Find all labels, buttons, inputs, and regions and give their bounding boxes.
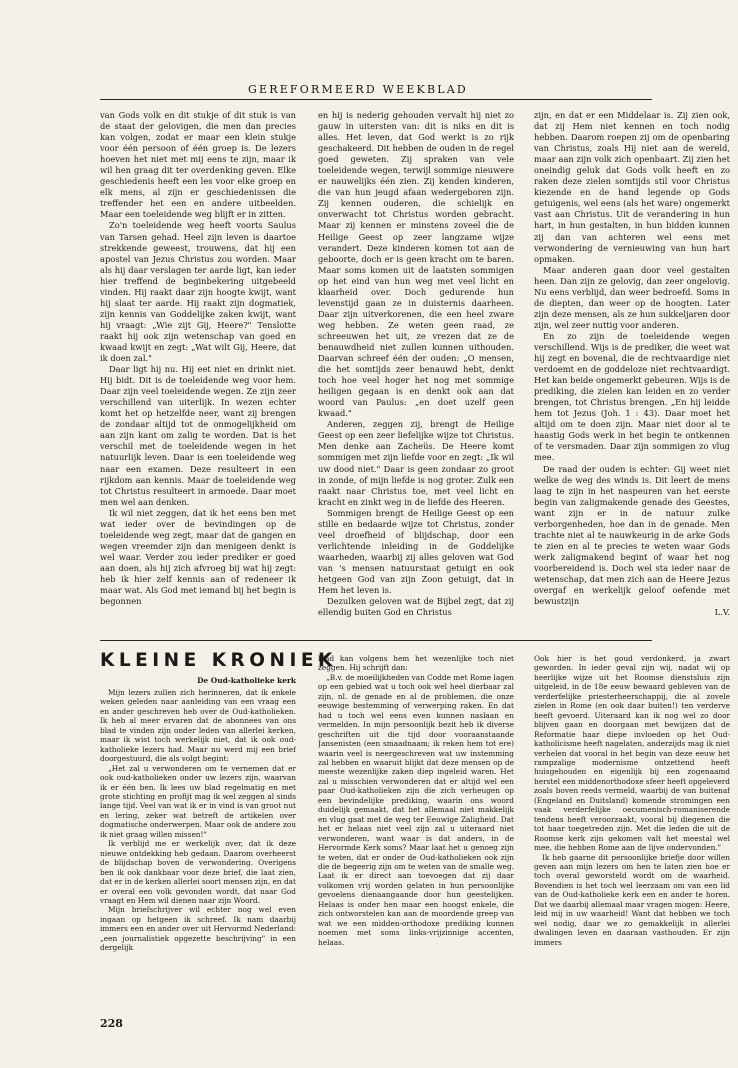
kroniek-column-3	[534, 654, 730, 1018]
author-signature: L.V.	[714, 607, 730, 618]
paragraph: Dezulken geloven wat de Bijbel zegt, dat zij ellendig buiten God en Christus	[318, 596, 514, 618]
paragraph: Anderen, zeggen zij, brengt de Heilige Geest op een zeer liefelijke wijze tot Christus. Men denke aan Zacheüs. De Heere komt sommigen met zijn liefde voor en zegt: „Ik wil uw dood niet." Daar is geen zondaar zo groot in zonde, of mijn liefde is nog groter. Zulk een raakt naar Christus toe, met veel licht en kracht en zinkt weg in de liefde des Heeren.	[318, 419, 514, 507]
kroniek-column-2	[318, 654, 514, 1018]
paragraph: En zo zijn de toeleidende wegen verschillend. Wijs is de prediker, die weet wat hij zegt en bovenal, die de rechtvaardige niet verdoemt en de goddeloze niet rechtvaardigt. Het kan beide ongemerkt gebeuren. Wijs is de prediking, die zielen kan leiden en zo verder brengen, tot Christus brengen. „En hij leidde hem tot Jezus (Joh. 1 : 43). Daar moet het altijd om te doen zijn. Maar niet door al te haastig Gods werk in het begin te ontkennen of te versmaden. Daar zijn sommigen zo vlug mee.	[534, 330, 730, 463]
section-title: KLEINE KRONIEK	[100, 650, 337, 671]
paragraph: Daar ligt hij nu. Hij eet niet en drinkt niet. Hij bidt. Dit is de toeleidende weg voor hem. Daar zijn veel toeleidende wegen. Ze zijn zeer verschillend van uiterlijk. In wezen echter komt het op hetzelfde neer, want zij brengen de zondaar altijd tot de onmogelijkheid om aan zijn kant om zalig te worden. Dat is het verschil met de toeleidende wegen in het natuurlijk leven. Daar is een toeleidende weg naar een examen. Deze resulteert in een rijkdom aan kennis. Maar de toeleidende weg tot Christus resulteert in armoede. Daar moet men wel aan denken.	[100, 364, 296, 507]
paragraph-text: De raad der ouden is echter: Gij weet niet welke de weg des winds is. Dit leert de mens laag te zijn in het naspeuren van het eerste begin van zaligmakende genade des Geestes, want zijn er in de natuur zulke verborgenheden, hoe dan in de genade. Men trachte niet al te nauwkeurig in de arke Gods te zien en al te precies te weten waar Gods werk zaligmakend begint of waar het nog voorbereidend is. Doch wel sta ieder naar de wetenschap, dat men zich aan de Heere Jezus overgaf en werkelijk geloof oefende met bewustzijn	[534, 463, 730, 607]
paragraph: van Gods volk en dit stukje of dit stuk is van de staat der gelovigen, die men dan precies kan volgen, zodat er maar een klein stukje voor één persoon of één groep is. De lezers hoeven het niet met mij eens te zijn, maar ik wil hen graag dit ter overdenking geven. Elke geschiedenis heeft een les voor elke groep en elk mens, al zijn er geschiedenissen die treffender het een en andere uitbeelden. Maar een toeleidende weg blijft er in zitten.	[100, 110, 296, 220]
paragraph: Ik heb gaarne dit persoonlijke briefje door willen geven aan mijn lezers om hen te laten zien hoe er toch overal geworsteld wordt om de waarheid. Bovendien is het toch wel leerzaam om van een lid van de Oud-katholieke kerk een en ander te horen. Dat we daarbij allemaal maar vragen mogen: Heere, leid mij in uw waarheid! Want dat hebben we toch wel nodig, daar we zo gemakkelijk in allerlei dwalingen leven en daaraan vasthouden. Er zijn immers	[534, 852, 730, 947]
paragraph	[534, 464, 730, 619]
kroniek-column-1	[100, 688, 296, 1018]
paragraph: Zo'n toeleidende weg heeft voorts Saulus van Tarsen gehad. Heel zijn leven is daartoe strekkende geweest, trouwens, dat hij een apostel van Jezus Christus zou worden. Maar als hij daar verslagen ter aarde ligt, kan ieder hier treffend de beginbekering uitgebeeld vinden. Hij raakt daar zijn hoogte kwijt, want hij slaat ter aarde. Hij raakt zijn dogmatiek, zijn kennis van Goddelijke zaken kwijt, want hij vraagt: „Wie zijt Gij, Heere?" Tenslotte raakt hij ook zijn wetenschap van goed en kwaad kwijt en zegt: „Wat wilt Gij, Heere, dat ik doen zal."	[100, 220, 296, 364]
running-head: GEREFORMEERD WEEKBLAD	[248, 83, 468, 96]
article-column-3	[534, 110, 730, 630]
paragraph: Ik wil niet zeggen, dat ik het eens ben met wat ieder over de bevindingen op de toeleidende weg zegt, maar dat de gangen en wegen vreemder zijn dan menigeen denkt is wel waar. Verder zou ieder prediker er goed aan doen, als hij zich afvroeg bij wat hij zegt: heb ik hier zelf kennis aan of redeneer ik maar wat. Als God met iemand bij het begin is begonnen	[100, 507, 296, 607]
section-rule	[100, 640, 652, 641]
header-rule	[100, 99, 652, 100]
paragraph: Sommigen brengt de Heilige Geest op een stille en bedaarde wijze tot Christus, zonder veel droefheid of blijdschap, door een verlichtende inleiding in de Goddelijke waarheden, waarbij zij alles geloven wat God van 's mensen natuurstaat getuigt en ook hetgeen God van zijn Zoon getuigt, dat in Hem het leven is.	[318, 507, 514, 596]
page-number: 228	[100, 1017, 123, 1030]
paragraph: Maar anderen gaan door veel gestalten heen. Dan zijn ze gelovig, dan zeer ongelovig. Nu eens verblijd, dan weer bedroefd. Soms in de diepten, dan weer op de hoogten. Later zijn deze mensen, als ze hun sukkeljaren door zijn, wel zeer nuttig voor anderen.	[534, 264, 730, 330]
quote-paragraph: Ook hier is het goud verdonkerd, ja zwart geworden. In ieder geval zijn wij, nadat wij op heerlijke wijze uit het Roomse dienstsluis zijn uitgeleid, in de 18e eeuw bewaard gebleven van de verderfelijke priesterheerschappij, die al zovele zielen in Rome (en ook daar buiten!) ten verderve heeft gevoerd. Uiteraard kan ik nog wel zo door blijven gaan en doorgaan met bewijzen dat de Reformatie haar diepe invloeden op het Oud-katholicisme heeft nagelaten, anderzijds mag ik niet verhelen dat vooral in het begin van deze eeuw het rampzalige modernisme ontzettend heeft huisgehouden en eigenlijk bij een zogenaamd herstel een middenorthodoxe sfeer heeft opgeleverd zoals boven reeds vermeld, waarbij de van buitenaf (Engeland en Duitsland) komende stromingen een vaak verderfelijke oecumenisch-romaniserende tendens heeft veroorzaakt, vooral bij diegenen die tot haar toegetreden zijn. Met die leden die uit de Roomse kerk zijn gekomen valt het meestal wel mee, die hebben Rome aan de lijve ondervonden."	[534, 654, 730, 853]
paragraph: en hij is nederig gehouden vervalt hij niet zo gauw in uitersten van: dit is niks en dit is alles. Het leven, dat God werkt is zo rijk geschakeerd. Dit hebben de ouden in de regel goed geweten. Zij spraken van vele toeleidende wegen, terwijl sommige nieuwere er nauwelijks één zien. Zij kenden kinderen, die van hun jeugd afaan wedergeboren zijn. Zij kennen ouderen, die schielijk en onverwacht tot Christus worden gebracht. Maar zij kennen er minstens zoveel die de Heilige Geest op zeer langzame wijze verandert. Deze kinderen komen tot aan de geboorte, doch er is geen kracht om te baren. Maar soms komen uit de laatsten sommigen op het eind van hun weg met veel licht en klaarheid over. Doch gedurende hun levenstijd gaan ze in duisternis daarheen. Daar zijn uitverkorenen, die een heel zware weg hebben. Ze weten geen raad, ze schreeuwen het uit, ze vrezen dat ze de benauwdheid niet zullen kunnen uithouden. Daarvan schreef één der ouden: „O mensen, die het somtijds zeer benauwd hebt, denkt toch hoe veel hoger het nog met sommige heiligen gegaan is en denkt ook aan dat woord van Paulus: „en doet uzelf geen kwaad."	[318, 110, 514, 419]
section-subtitle: De Oud-katholieke kerk	[197, 676, 296, 685]
paragraph: zijn, en dat er een Middelaar is. Zij zien ook, dat zij Hem niet kennen en toch nodig hebben. Daarom roepen zij om de openbaring van Christus, zoals Hij niet aan de wereld, maar aan zijn volk zich openbaart. Zij zien het oneindig geluk dat Gods volk heeft en zo raken deze zielen somtijds stil voor Christus kiezende en de hand legende op Gods getuigenis, wel eens (als het ware) ongemerkt vast aan Christus. Uit de verandering in hun hart, in hun gestalten, in hun bidden kunnen zij dan van achteren wel eens met verwondering de vernieuwing van hun hart opmaken.	[534, 110, 730, 264]
quote-paragraph: „B.v. de moeilijkheden van Codde met Rome lagen op een gebied wat u toch ook wel heel dierbaar zal zijn, nl. de genade en al de problemen, die onze eeuwige bestemming of verwerping raken. En dat had u toch wel eens even kunnen naslaan en vermelden. In mijn persoonlijk bezit heb ik diverse geschriften uit die tijd door vooraanstaande Jansenisten (een smaadnaam; ik reken hem tot ere) waarin veel is neergeschreven wat uw instemming zal hebben en waaruit blijkt dat deze mensen op de meeste wezenlijke zaken diep ingeleid waren. Het zal u misschien verwonderen dat er altijd wel een paar Oud-katholieken zijn die zich verheugen op een bevindelijke prediking, waarin ons woord duidelijk gemaakt, dat het allemaal niet makkelijk en vlug gaat met de weg ter Eeuwige Zaligheid. Dat het er helaas niet veel zijn zal u uiteraard niet verwonderen, want waar is dat anders, in de Hervormde Kerk soms? Maar laat het u genoeg zijn te weten, dat er onder de Oud-katholieken ook zijn die de begeerig zijn om te weten van de smalle weg. Laat ik er direct aan toevoegen dat zij daar volkomen vrij worden gelaten in hun persoonlijke gevoelens dienaangaande door hun geestelijken. Helaas is onder hen maar een hoogst enkele, die zich ontworstelen kan aan de moordende greep van wat we een midden-orthodoxe prediking kunnen noemen met soms links-vrijzinnige accenten, helaas.	[318, 672, 514, 947]
paragraph: Mijn briefschrijver wil echter nog wel even ingaan op hetgeen ik schreef. Ik nam daarbij immers een en ander over uit Hervormd Nederland: „een journalistiek opgezette beschrijving" in een dergelijk	[100, 905, 296, 953]
article-column-2	[318, 110, 514, 630]
quote-paragraph: „Het zal u verwonderen om te vernemen dat er ook oud-katholieken onder uw lezers zijn, waarvan ik er één ben. Ik lees uw blad regelmatig en met grote stichting en profijt mag ik wel zeggen al sinds lange tijd. Veel van wat ik er in vind is van groot nut en lering, zeker wat betreft de artikelen over dogmatische onderwerpen. Maar ook de andere zou ik niet graag willen missen!"	[100, 763, 296, 839]
paragraph: Mijn lezers zullen zich herinneren, dat ik enkele weken geleden naar aanleiding van een vraag een en ander geschreven heb over de Oud-katholieken. Ik heb al meer ervaren dat de abonnees van ons blad te vinden zijn onder leden van allerlei kerken, maar ik wist toch werkelijk niet, dat ik ook oud-katholieke lezers had. Maar nu werd mij een brief doorgestuurd, die als volgt begint:	[100, 688, 296, 764]
paragraph: blad kan volgens hem het wezenlijke toch niet zeggen. Hij schrijft dan:	[318, 654, 514, 673]
paragraph: Ik verblijd me er werkelijk over, dat ik deze nieuwe ontdekking heb gedaan. Daarom overheerst de blijdschap boven de verwondering. Overigens ben ik ook dankbaar voor deze brief, die laat zien, dat er in de kerken allerlei soort mensen zijn, en dat er overal een volk gevonden wordt, dat naar God vraagt en Hem wil dienen naar zijn Woord.	[100, 839, 296, 905]
article-column-1	[100, 110, 296, 630]
